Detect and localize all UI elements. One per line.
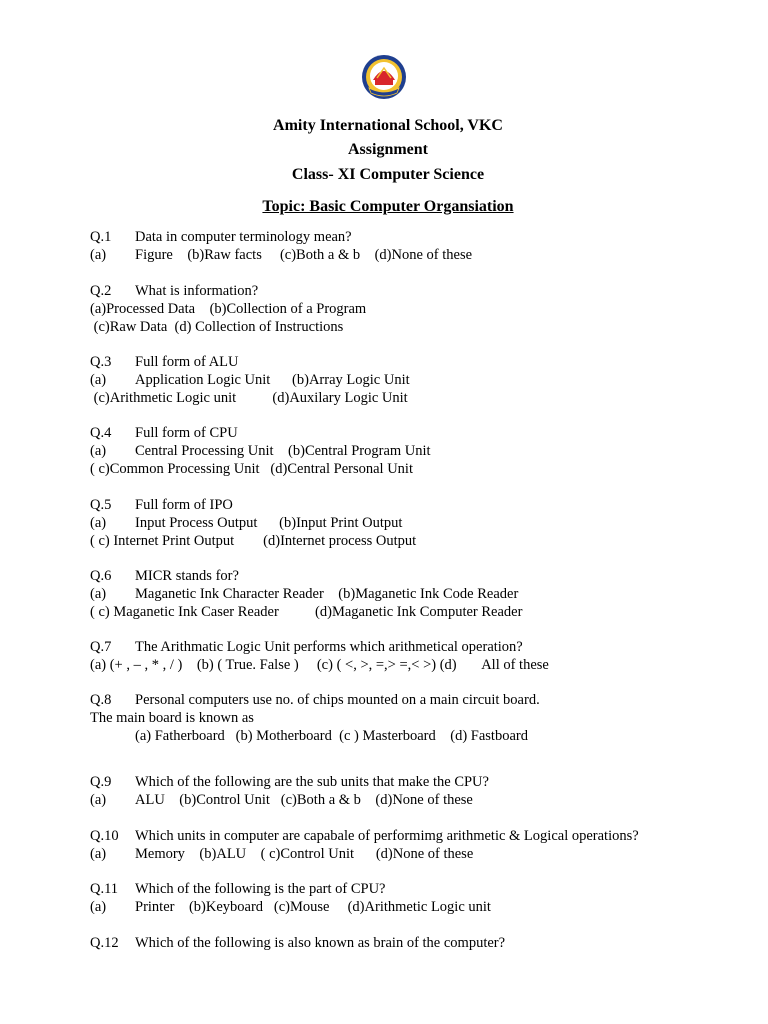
question-8 bbox=[90, 692, 540, 745]
question-prompt: Which of the following are the sub units that make the CPU? bbox=[135, 774, 489, 790]
answer-options bbox=[90, 792, 489, 810]
answer-options bbox=[90, 372, 410, 390]
question-5 bbox=[90, 497, 416, 550]
option-label: (a) bbox=[90, 442, 107, 459]
question-number: Q.1 bbox=[90, 229, 112, 245]
option-label: (a) bbox=[90, 585, 107, 602]
question-text bbox=[90, 935, 505, 953]
answer-options bbox=[90, 461, 431, 479]
question-text bbox=[90, 639, 549, 657]
answer-options bbox=[90, 728, 540, 746]
question-text bbox=[90, 354, 410, 372]
question-number: Q.7 bbox=[90, 639, 112, 655]
question-prompt: Which units in computer are capabale of performimg arithmetic & Logical operations? bbox=[135, 828, 639, 844]
question-prompt: Full form of ALU bbox=[135, 354, 239, 370]
question-text bbox=[90, 283, 366, 301]
answer-options bbox=[90, 710, 540, 728]
question-number: Q.8 bbox=[90, 692, 112, 708]
answer-options bbox=[90, 899, 491, 917]
question-prompt: MICR stands for? bbox=[135, 568, 239, 584]
topic-heading: Topic: Basic Computer Organsiation bbox=[262, 198, 514, 215]
question-text bbox=[90, 425, 431, 443]
answer-options bbox=[90, 657, 549, 675]
answer-options bbox=[90, 390, 410, 408]
question-number: Q.3 bbox=[90, 354, 112, 370]
class-subject: Class- XI Computer Science bbox=[291, 166, 485, 183]
question-text bbox=[90, 568, 522, 586]
question-2 bbox=[90, 283, 366, 336]
question-text bbox=[90, 828, 639, 846]
option-text: ( c) Internet Print Output (d)Internet process Output bbox=[90, 532, 417, 549]
question-prompt: Which of the following is also known as brain of the computer? bbox=[135, 935, 506, 951]
option-text: Maganetic Ink Character Reader (b)Maganetic Ink Code Reader bbox=[135, 585, 519, 602]
option-label: (a) bbox=[90, 898, 107, 915]
answer-options bbox=[90, 319, 366, 337]
option-text: ( c)Common Processing Unit (d)Central Personal Unit bbox=[90, 460, 413, 477]
document-type: Assignment bbox=[347, 141, 428, 158]
question-prompt: Full form of CPU bbox=[135, 425, 238, 441]
question-number: Q.2 bbox=[90, 283, 112, 299]
question-text bbox=[90, 774, 489, 792]
option-label: (a) bbox=[90, 791, 107, 808]
question-3 bbox=[90, 354, 410, 407]
answer-options bbox=[90, 846, 639, 864]
question-text bbox=[90, 881, 491, 899]
answer-options bbox=[90, 604, 522, 622]
question-number: Q.4 bbox=[90, 425, 112, 441]
answer-options bbox=[90, 586, 522, 604]
question-12 bbox=[90, 935, 505, 953]
question-number: Q.10 bbox=[90, 828, 119, 844]
option-label: (a) bbox=[90, 371, 107, 388]
question-number: Q.5 bbox=[90, 497, 112, 513]
question-number: Q.6 bbox=[90, 568, 112, 584]
question-7 bbox=[90, 639, 549, 675]
option-text: (c)Arithmetic Logic unit (d)Auxilary Logic Unit bbox=[90, 389, 408, 406]
option-text: Input Process Output (b)Input Print Output bbox=[135, 514, 403, 531]
option-text: ( c) Maganetic Ink Caser Reader (d)Maganetic Ink Computer Reader bbox=[90, 603, 523, 620]
question-prompt: Full form of IPO bbox=[135, 497, 233, 513]
answer-options bbox=[90, 443, 431, 461]
question-11 bbox=[90, 881, 491, 917]
option-text: Printer (b)Keyboard (c)Mouse (d)Arithmetic Logic unit bbox=[135, 898, 491, 915]
question-10 bbox=[90, 828, 639, 864]
question-prompt: Data in computer terminology mean? bbox=[135, 229, 352, 245]
question-prompt: Which of the following is the part of CPU? bbox=[135, 881, 386, 897]
option-label: (a) bbox=[90, 246, 107, 263]
option-label: (a) bbox=[90, 514, 107, 531]
answer-options bbox=[90, 247, 472, 265]
question-prompt: What is information? bbox=[135, 283, 259, 299]
question-1 bbox=[90, 229, 472, 265]
school-name: Amity International School, VKC bbox=[273, 117, 503, 134]
option-text: (c)Raw Data (d) Collection of Instructions bbox=[90, 318, 344, 335]
answer-options bbox=[90, 301, 366, 319]
option-text: (a) (+ , – , * , / ) (b) ( True. False ) (c) ( <, >, =,> =,< >) (d) All of these bbox=[90, 656, 549, 673]
option-text: (a)Processed Data (b)Collection of a Program bbox=[90, 300, 367, 317]
question-9 bbox=[90, 774, 489, 810]
question-text bbox=[90, 692, 540, 710]
option-text: Memory (b)ALU ( c)Control Unit (d)None of these bbox=[135, 845, 474, 862]
question-text bbox=[90, 497, 416, 515]
school-crest-logo bbox=[361, 54, 407, 100]
question-prompt: The Arithmatic Logic Unit performs which arithmetical operation? bbox=[135, 639, 523, 655]
option-label: (a) bbox=[90, 845, 107, 862]
option-text: Figure (b)Raw facts (c)Both a & b (d)None of these bbox=[135, 246, 473, 263]
question-4 bbox=[90, 425, 431, 478]
option-text: ALU (b)Control Unit (c)Both a & b (d)None of these bbox=[135, 791, 473, 808]
answer-options bbox=[90, 515, 416, 533]
question-number: Q.12 bbox=[90, 935, 119, 951]
question-number: Q.11 bbox=[90, 881, 119, 897]
option-text: (a) Fatherboard (b) Motherboard (c ) Masterboard (d) Fastboard bbox=[135, 727, 528, 744]
option-text: The main board is known as bbox=[90, 709, 254, 726]
question-prompt: Personal computers use no. of chips mounted on a main circuit board. bbox=[135, 692, 540, 708]
question-text bbox=[90, 229, 472, 247]
option-text: Central Processing Unit (b)Central Program Unit bbox=[135, 442, 431, 459]
option-text: Application Logic Unit (b)Array Logic Unit bbox=[135, 371, 410, 388]
question-number: Q.9 bbox=[90, 774, 112, 790]
answer-options bbox=[90, 533, 416, 551]
question-6 bbox=[90, 568, 522, 621]
